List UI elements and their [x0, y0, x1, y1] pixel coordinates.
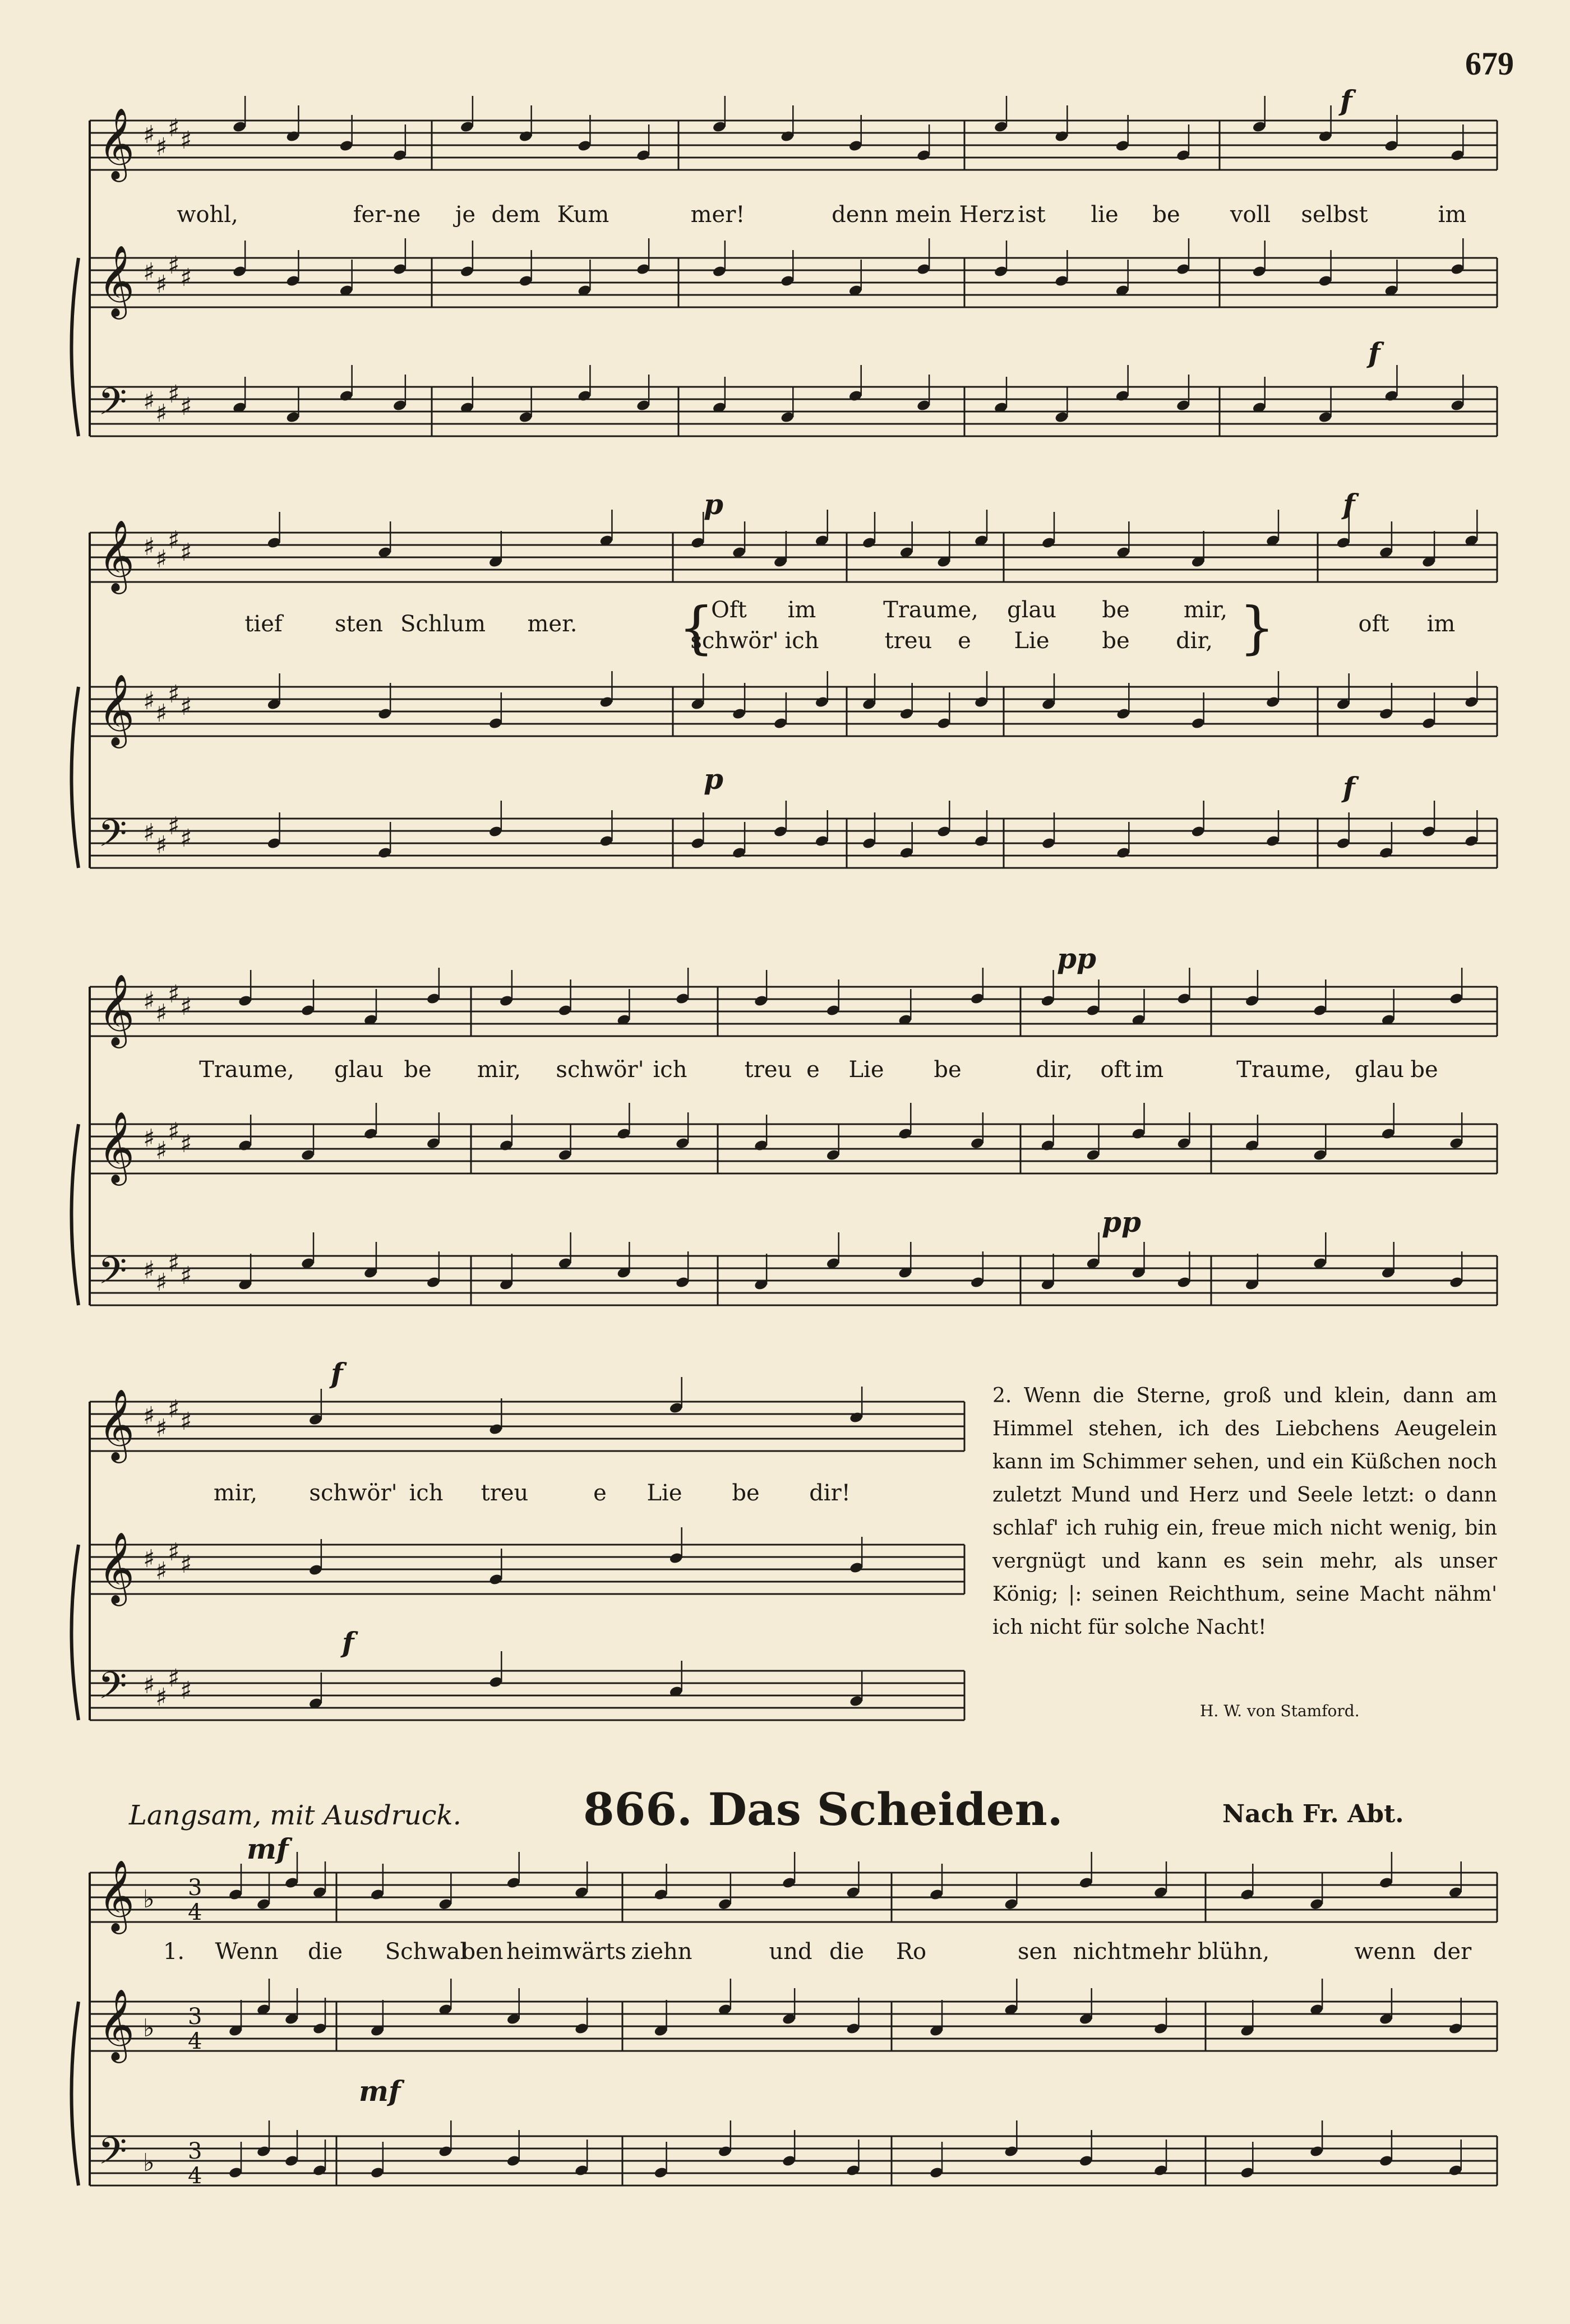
lyric: Schlum — [400, 611, 486, 637]
sharp-sign: ♯ — [155, 133, 168, 161]
flat-sign: ♭ — [143, 1885, 155, 1914]
sharp-sign: ♯ — [180, 1130, 192, 1158]
dynamic-mark: f — [1343, 771, 1355, 804]
sharp-sign: ♯ — [143, 987, 155, 1015]
page-number: 679 — [1465, 45, 1514, 82]
sharp-sign: ♯ — [155, 1683, 168, 1712]
sharp-sign: ♯ — [168, 1538, 180, 1567]
bass-clef: 𝄢 — [98, 2129, 127, 2182]
lyric: die — [307, 1939, 343, 1965]
lyric: blühn, — [1197, 1939, 1270, 1965]
lyric: oft — [1100, 1057, 1132, 1083]
lyric: dir, — [1176, 628, 1213, 654]
sharp-sign: ♯ — [155, 1414, 168, 1443]
lyric: be — [1102, 628, 1130, 654]
sharp-sign: ♯ — [143, 533, 155, 561]
lyric: e — [806, 1057, 820, 1083]
sharp-sign: ♯ — [180, 1262, 192, 1290]
lyric: sen — [1018, 1939, 1057, 1965]
lyric: Oft — [711, 597, 747, 623]
verse-brace-close: } — [1239, 595, 1275, 660]
song-title: 866. Das Scheiden. — [583, 1783, 1063, 1836]
sharp-sign: ♯ — [180, 392, 192, 421]
lyric: Wenn — [215, 1939, 279, 1965]
composer: Nach Fr. Abt. — [1222, 1800, 1404, 1828]
lyric: wohl, — [177, 202, 238, 228]
sharp-sign: ♯ — [155, 399, 168, 428]
sharp-sign: ♯ — [143, 1671, 155, 1699]
lyric: mer. — [527, 611, 578, 637]
lyric: Ro — [895, 1939, 927, 1965]
sharp-sign: ♯ — [143, 1124, 155, 1153]
sharp-sign: ♯ — [168, 980, 180, 1009]
lyric: ich — [784, 628, 819, 654]
piano-brace — [72, 1124, 79, 1305]
dynamic-mark: f — [1340, 84, 1352, 117]
lyric: e — [593, 1480, 607, 1506]
lyric: glau — [1354, 1057, 1405, 1083]
sharp-sign: ♯ — [143, 387, 155, 415]
sharp-sign: ♯ — [155, 1136, 168, 1165]
lyric: be — [934, 1057, 962, 1083]
lyric: glau — [334, 1057, 384, 1083]
piano-brace — [72, 1545, 79, 1720]
sharp-sign: ♯ — [180, 692, 192, 721]
sharp-sign: ♯ — [155, 999, 168, 1028]
sharp-sign: ♯ — [168, 680, 180, 709]
lyric: selbst — [1301, 202, 1368, 228]
lyric: be — [732, 1480, 760, 1506]
lyric: im — [787, 597, 816, 623]
sharp-sign: ♯ — [180, 1407, 192, 1436]
sharp-sign: ♯ — [180, 992, 192, 1021]
sharp-sign: ♯ — [143, 687, 155, 715]
dynamic-mark: f — [1343, 488, 1355, 521]
sharp-sign: ♯ — [180, 126, 192, 155]
treble-clef: 𝄞 — [98, 1388, 135, 1460]
sharp-sign: ♯ — [168, 114, 180, 142]
sharp-sign: ♯ — [168, 1664, 180, 1693]
bass-clef: 𝄢 — [98, 812, 127, 864]
lyric: schwör' — [556, 1057, 644, 1083]
sharp-sign: ♯ — [155, 545, 168, 574]
lyric: ich — [409, 1480, 444, 1506]
treble-clef: 𝄞 — [98, 673, 135, 745]
lyric: je — [455, 202, 476, 228]
dynamic-mark: f — [1368, 336, 1380, 369]
lyric: glau — [1006, 597, 1057, 623]
sharp-sign: ♯ — [155, 270, 168, 299]
lyric: mehr — [1130, 1939, 1191, 1965]
lyric: Traume, — [1236, 1057, 1332, 1083]
time-signature: 3 — [188, 2004, 202, 2030]
lyric: im — [1135, 1057, 1164, 1083]
dynamic-mark: mf — [359, 2074, 401, 2108]
dynamic-mark: p — [704, 488, 723, 521]
sharp-sign: ♯ — [143, 1256, 155, 1285]
sharp-sign: ♯ — [168, 1395, 180, 1424]
lyric: be — [1102, 597, 1130, 623]
sharp-sign: ♯ — [168, 251, 180, 280]
lyric: sten — [334, 611, 384, 637]
lyric: Traume, — [199, 1057, 294, 1083]
lyric: be — [404, 1057, 432, 1083]
lyric: fer-ne — [353, 202, 421, 228]
sharp-sign: ♯ — [168, 1117, 180, 1146]
lyric: e — [958, 628, 971, 654]
dynamic-mark: f — [342, 1626, 354, 1659]
lyric: ziehn — [631, 1939, 692, 1965]
verse-brace-open: { — [678, 595, 714, 660]
lyric: mir, — [1183, 597, 1228, 623]
sharp-sign: ♯ — [155, 1268, 168, 1297]
treble-clef: 𝄞 — [98, 1988, 135, 2060]
sharp-sign: ♯ — [180, 264, 192, 292]
treble-clef: 𝄞 — [98, 973, 135, 1045]
sharp-sign: ♯ — [168, 380, 180, 409]
lyric: treu — [884, 628, 932, 654]
sharp-sign: ♯ — [155, 1557, 168, 1586]
dynamic-mark: pp — [1102, 1205, 1141, 1239]
lyric: ist — [1018, 202, 1046, 228]
treble-clef: 𝄞 — [98, 244, 135, 316]
bass-clef: 𝄢 — [98, 380, 127, 432]
lyric: Schwal — [385, 1939, 468, 1965]
treble-clef: 𝄞 — [98, 1859, 135, 1931]
sharp-sign: ♯ — [180, 1676, 192, 1705]
piano-brace — [72, 2002, 79, 2186]
treble-clef: 𝄞 — [98, 1531, 135, 1603]
lyric: heimwärts — [506, 1939, 626, 1965]
lyric: lie — [1091, 202, 1119, 228]
treble-clef: 𝄞 — [98, 519, 135, 591]
sharp-sign: ♯ — [180, 824, 192, 853]
sharp-sign: ♯ — [168, 1249, 180, 1278]
verse-2-text: 2. Wenn die Sterne, groß und klein, dann am Himmel stehen, ich des Liebchens Aeugelein kann im Schimmer sehen, und ein Küßchen noch zuletzt Mund und Herz und Seele letzt: o dann schlaf' ich ruhig ein, freue mich nicht wenig, bin vergnügt und kann es sein mehr, als unser König; |: seinen Reichthum, seine Macht nähm' ich nicht für solche Nacht! — [992, 1384, 1497, 1639]
lyric: wenn — [1354, 1939, 1416, 1965]
sharp-sign: ♯ — [180, 538, 192, 567]
lyric: dir, — [1036, 1057, 1073, 1083]
treble-clef: 𝄞 — [98, 1111, 135, 1182]
sharp-sign: ♯ — [143, 121, 155, 149]
lyric: und — [769, 1939, 812, 1965]
sharp-sign: ♯ — [143, 819, 155, 847]
lyric: be — [1410, 1057, 1438, 1083]
lyric: nicht — [1073, 1939, 1131, 1965]
lyric: Lie — [1014, 628, 1050, 654]
lyric: mir, — [477, 1057, 521, 1083]
lyric: mir, — [213, 1480, 258, 1506]
lyric: treu — [481, 1480, 529, 1506]
lyric: Traume, — [883, 597, 978, 623]
flat-sign: ♭ — [143, 2149, 155, 2177]
sharp-sign: ♯ — [168, 526, 180, 555]
dynamic-mark: mf — [247, 1832, 289, 1865]
lyric: im — [1426, 611, 1456, 637]
lyric: Lie — [647, 1480, 682, 1506]
dynamic-mark: p — [704, 763, 723, 796]
piano-brace — [72, 258, 79, 436]
lyric: denn mein — [832, 202, 952, 228]
time-signature: 3 — [188, 1875, 202, 1901]
lyric: der — [1433, 1939, 1472, 1965]
dynamic-mark: f — [331, 1357, 343, 1390]
sharp-sign: ♯ — [180, 1550, 192, 1579]
lyric: die — [829, 1939, 865, 1965]
bass-clef: 𝄢 — [98, 1249, 127, 1301]
lyric: im — [1438, 202, 1467, 228]
sharp-sign: ♯ — [143, 258, 155, 287]
sharp-sign: ♯ — [155, 831, 168, 860]
time-signature: 4 — [188, 1900, 202, 1925]
lyric: tief — [244, 611, 283, 637]
lyric: be — [1152, 202, 1180, 228]
bass-clef: 𝄢 — [98, 1664, 127, 1716]
treble-clef: 𝄞 — [98, 107, 135, 179]
lyric: oft — [1358, 611, 1389, 637]
lyric: schwör' — [309, 1480, 398, 1506]
sharp-sign: ♯ — [155, 699, 168, 728]
sharp-sign: ♯ — [143, 1545, 155, 1573]
lyric: mer! — [690, 202, 745, 228]
dynamic-mark: pp — [1057, 942, 1096, 975]
sharp-sign: ♯ — [143, 1402, 155, 1430]
lyric: Lie — [848, 1057, 884, 1083]
lyric: Kum — [557, 202, 609, 228]
lyric: 1. — [163, 1939, 185, 1965]
time-signature: 3 — [188, 2138, 202, 2164]
time-signature: 4 — [188, 2029, 202, 2054]
lyric: dir! — [809, 1480, 851, 1506]
flat-sign: ♭ — [143, 2014, 155, 2043]
piano-brace — [72, 687, 79, 868]
lyric: schwör' — [690, 628, 779, 654]
lyric: Herz — [959, 202, 1015, 228]
time-signature: 4 — [188, 2163, 202, 2189]
lyric: ich — [653, 1057, 687, 1083]
lyric: ben — [461, 1939, 504, 1965]
tempo-marking: Langsam, mit Ausdruck. — [129, 1800, 461, 1831]
sharp-sign: ♯ — [168, 812, 180, 840]
lyric: voll — [1230, 202, 1271, 228]
lyricist: H. W. von Stamford. — [1200, 1702, 1360, 1720]
lyric: dem — [491, 202, 541, 228]
lyric: treu — [744, 1057, 792, 1083]
